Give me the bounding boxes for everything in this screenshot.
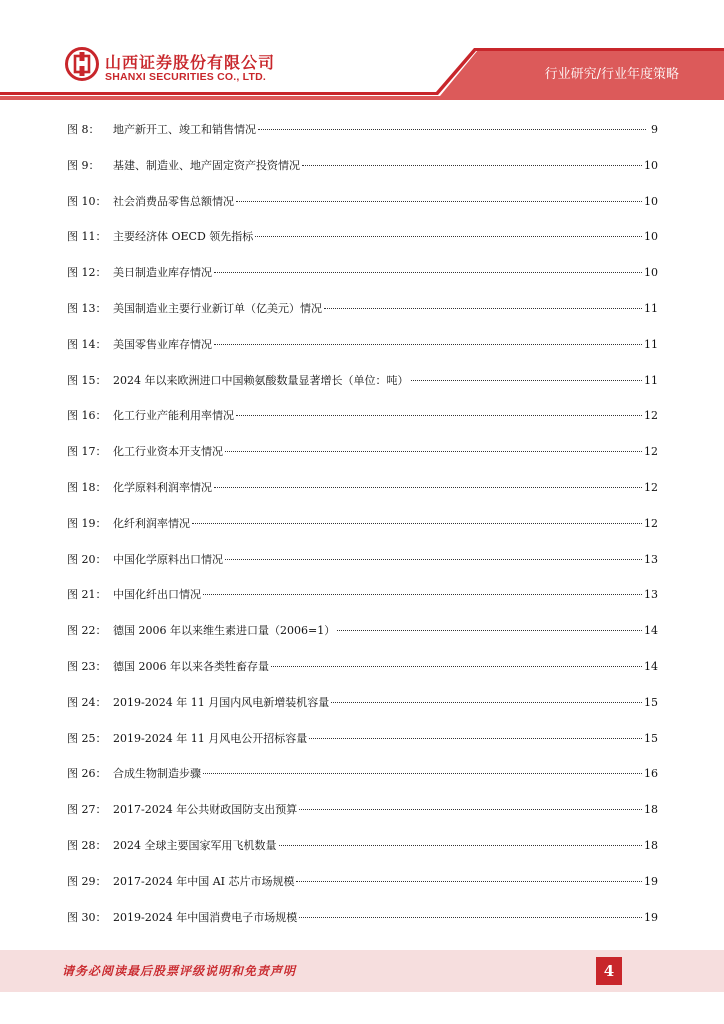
toc-entry-label: 图 8：	[67, 123, 100, 136]
report-type-label: 行业研究/行业年度策略	[544, 67, 679, 82]
toc-entry-label: 图 29：	[67, 874, 107, 888]
toc-entry-label: 图 22：	[67, 624, 107, 638]
dot-leader	[331, 702, 642, 703]
toc-entry-label: 图 15：	[67, 373, 107, 387]
toc-entry-title: 美国制造业主要行业新订单（亿美元）情况	[113, 302, 322, 315]
dot-leader	[299, 917, 642, 918]
toc-entry-page: 18	[644, 839, 658, 852]
toc-entry-label: 图 27：	[67, 803, 107, 817]
toc-entry-title: 中国化纤出口情况	[113, 588, 201, 602]
dot-leader	[309, 738, 642, 739]
toc-entry-title: 2024 全球主要国家军用飞机数量	[113, 839, 277, 852]
toc-entry-label: 图 13：	[67, 302, 107, 315]
toc-entry[interactable]	[67, 335, 658, 355]
toc-entry-page: 14	[644, 660, 658, 673]
toc-entry-page: 12	[644, 445, 658, 459]
dot-leader	[192, 523, 642, 524]
toc-entry[interactable]	[67, 263, 658, 283]
toc-entry-page: 15	[644, 695, 658, 709]
toc-entry-page: 10	[644, 230, 658, 244]
page-header	[0, 0, 724, 100]
toc-entry-page: 11	[644, 302, 658, 315]
toc-entry-title: 德国 2006 年以来各类牲畜存量	[113, 660, 269, 673]
toc-entry-title: 化工行业产能利用率情况	[113, 409, 234, 423]
toc-entry-title: 美日制造业库存情况	[113, 266, 212, 280]
toc-entry-page: 11	[644, 373, 658, 387]
dot-leader	[337, 630, 642, 631]
toc-entry-title: 化学原料利润率情况	[113, 481, 212, 494]
toc-entry-title: 化纤利润率情况	[113, 516, 190, 530]
toc-entry-label: 图 20：	[67, 552, 107, 566]
toc-entry-label: 图 25：	[67, 731, 107, 745]
dot-leader	[258, 129, 646, 130]
toc-entry-page: 12	[644, 481, 658, 494]
dot-leader	[236, 201, 642, 202]
toc-entry[interactable]	[67, 120, 658, 140]
toc-entry-label: 图 10：	[67, 194, 107, 208]
toc-entry-page: 11	[644, 337, 658, 351]
toc-entry-page: 18	[644, 803, 658, 817]
dot-leader	[225, 559, 642, 560]
dot-leader	[296, 881, 642, 882]
toc-entry-page: 12	[644, 409, 658, 423]
dot-leader	[411, 380, 643, 381]
toc-entry-title: 德国 2006 年以来维生素进口量（2006=1）	[113, 624, 336, 638]
company-name-en: SHANXI SECURITIES CO., LTD.	[105, 71, 266, 83]
toc-entry-title: 2024 年以来欧洲进口中国赖氨酸数量显著增长（单位：吨）	[113, 373, 409, 387]
company-logo-icon	[65, 47, 99, 81]
page-number: 4	[596, 957, 622, 985]
toc-entry-page: 13	[644, 552, 658, 566]
toc-entry-title: 2017-2024 年中国 AI 芯片市场规模	[113, 874, 295, 888]
toc-entry-page: 14	[644, 624, 658, 638]
dot-leader	[225, 451, 642, 452]
dot-leader	[255, 236, 642, 237]
toc-entry[interactable]	[67, 585, 658, 605]
toc-entry-page: 10	[644, 158, 658, 172]
toc-entry-label: 图 14：	[67, 337, 107, 351]
dot-leader	[203, 773, 642, 774]
toc-entry-title: 中国化学原料出口情况	[113, 552, 223, 566]
toc-entry-label: 图 19：	[67, 516, 107, 530]
dot-leader	[214, 344, 642, 345]
toc-entry-label: 图 16：	[67, 409, 107, 423]
toc-entry-title: 2019-2024 年 11 月国内风电新增装机容量	[113, 695, 330, 709]
dot-leader	[279, 845, 643, 846]
toc-entry[interactable]	[67, 299, 658, 319]
toc-entry[interactable]	[67, 657, 658, 677]
toc-entry-page: 16	[644, 767, 658, 781]
dot-leader	[302, 165, 642, 166]
toc-entry-label: 图 30：	[67, 910, 107, 924]
toc-entry[interactable]	[67, 872, 658, 892]
dot-leader	[203, 594, 642, 595]
toc-entry-page: 19	[644, 874, 658, 888]
toc-entry[interactable]	[67, 693, 658, 713]
toc-entry[interactable]	[67, 156, 658, 176]
dot-leader	[324, 308, 642, 309]
toc-entry-page: 15	[644, 731, 658, 745]
toc-entry[interactable]	[67, 514, 658, 534]
toc-entry-label: 图 23：	[67, 660, 107, 673]
toc-entry[interactable]	[67, 729, 658, 749]
dot-leader	[236, 415, 642, 416]
toc-entry-label: 图 17：	[67, 445, 107, 459]
toc-entry-title: 地产新开工、竣工和销售情况	[113, 123, 256, 136]
toc-entry-title: 美国零售业库存情况	[113, 337, 212, 351]
toc-entry-title: 基建、制造业、地产固定资产投资情况	[113, 158, 300, 172]
toc-entry[interactable]	[67, 836, 658, 856]
toc-entry-title: 2019-2024 年中国消费电子市场规模	[113, 910, 298, 924]
toc-entry[interactable]	[67, 227, 658, 247]
company-name-cn: 山西证券股份有限公司	[105, 53, 276, 72]
toc-entry[interactable]	[67, 371, 658, 391]
toc-entry-page: 12	[644, 516, 658, 530]
toc-entry[interactable]	[67, 442, 658, 462]
toc-entry[interactable]	[67, 764, 658, 784]
toc-entry[interactable]	[67, 908, 658, 928]
toc-entry-page: 10	[644, 194, 658, 208]
toc-entry-page: 19	[644, 910, 658, 924]
dot-leader	[271, 666, 642, 667]
toc-entry-title: 2017-2024 年公共财政国防支出预算	[113, 803, 298, 817]
toc-entry[interactable]	[67, 192, 658, 212]
toc-entry-title: 主要经济体 OECD 领先指标	[113, 230, 254, 244]
toc-entry-label: 图 26：	[67, 767, 107, 781]
toc-entry-label: 图 18：	[67, 481, 107, 494]
toc-entry-label: 图 9：	[67, 158, 100, 172]
toc-entry[interactable]	[67, 800, 658, 820]
toc-entry-page: 9	[651, 123, 658, 136]
toc-entry-title: 化工行业资本开支情况	[113, 445, 223, 459]
toc-entry-label: 图 12：	[67, 266, 107, 280]
toc-entry-page: 13	[644, 588, 658, 602]
toc-entry-label: 图 21：	[67, 588, 107, 602]
disclaimer-text: 请务必阅读最后股票评级说明和免责声明	[62, 964, 297, 978]
toc-entry[interactable]	[67, 621, 658, 641]
toc-entry[interactable]	[67, 550, 658, 570]
dot-leader	[214, 272, 642, 273]
toc-entry-label: 图 24：	[67, 695, 107, 709]
dot-leader	[299, 809, 642, 810]
dot-leader	[214, 487, 642, 488]
toc-entry[interactable]	[67, 478, 658, 498]
toc-entry-label: 图 11：	[67, 230, 107, 244]
toc-entry-title: 2019-2024 年 11 月风电公开招标容量	[113, 731, 308, 745]
toc-entry-page: 10	[644, 266, 658, 280]
toc-entry-title: 社会消费品零售总额情况	[113, 194, 234, 208]
toc-entry-label: 图 28：	[67, 839, 107, 852]
toc-entry-title: 合成生物制造步骤	[113, 767, 201, 781]
toc-entry[interactable]	[67, 406, 658, 426]
